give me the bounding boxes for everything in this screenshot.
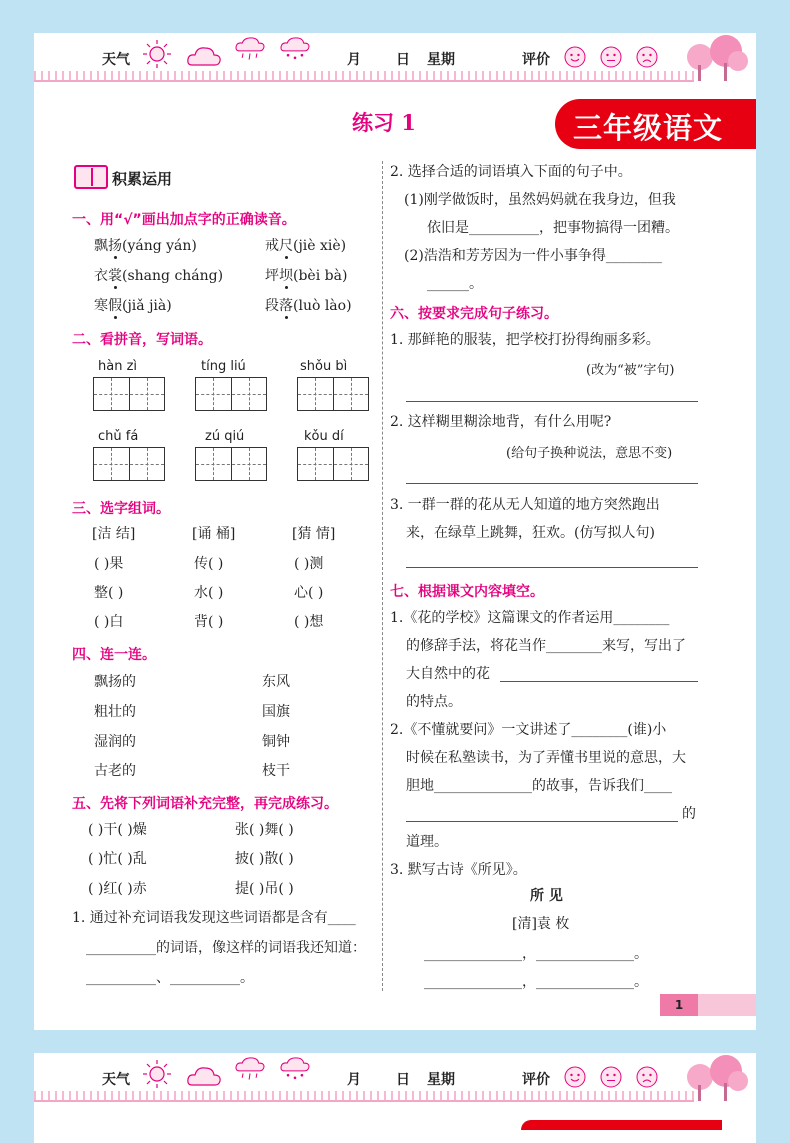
- writing-grid[interactable]: [93, 447, 165, 481]
- s7-question: 时候在私塾读书，为了弄懂书里说的意思，大: [406, 750, 686, 766]
- s1-item[interactable]: 寒假(jiǎ jià): [94, 298, 172, 314]
- rainy-icon[interactable]: [232, 37, 268, 63]
- s6-question: 1. 那鲜艳的服装，把学校打扮得绚丽多彩。: [390, 332, 660, 348]
- match-right[interactable]: 铜钟: [262, 734, 290, 750]
- emphasis-dot: [114, 256, 117, 259]
- match-right[interactable]: 东风: [262, 674, 290, 690]
- cloudy-icon[interactable]: [186, 1063, 222, 1089]
- poem-line[interactable]: ______________，______________。: [424, 974, 648, 990]
- month-label: 月: [347, 1072, 361, 1088]
- s5-question[interactable]: __________、__________。: [86, 970, 254, 986]
- emphasis-dot: [285, 286, 288, 289]
- writing-grid[interactable]: [297, 447, 369, 481]
- pinyin-label: tíng liú: [201, 359, 246, 374]
- word-blank[interactable]: ( )想: [294, 614, 324, 630]
- writing-grid[interactable]: [195, 377, 267, 411]
- s1-item[interactable]: 飘扬(yáng yán): [94, 238, 197, 254]
- snowy-icon[interactable]: [277, 1057, 313, 1083]
- page-number: 1: [660, 994, 698, 1016]
- grade-banner: [555, 99, 756, 149]
- match-left[interactable]: 湿润的: [94, 734, 136, 750]
- section-heading-accumulation: [74, 165, 184, 189]
- page-header: [34, 33, 756, 83]
- word-blank[interactable]: 水( ): [194, 585, 224, 601]
- pinyin-label: shǒu bì: [300, 359, 348, 374]
- word-blank[interactable]: ( )白: [94, 614, 124, 630]
- weather-label: 天气: [102, 1072, 130, 1088]
- s7-question: 的: [682, 806, 696, 822]
- word-blank[interactable]: ( )果: [94, 556, 124, 572]
- q2-prompt: 2. 选择合适的词语填入下面的句子中。: [390, 164, 632, 180]
- grade-banner-text: 三年级语文: [573, 111, 724, 145]
- s7-question[interactable]: 2.《不懂就要问》一文讲述了________(谁)小: [390, 722, 667, 738]
- word-blank[interactable]: 整( ): [94, 585, 124, 601]
- word-blank[interactable]: 披( )散( ): [235, 851, 294, 867]
- s7-question: 3. 默写古诗《所见》。: [390, 862, 527, 878]
- sad-face-icon[interactable]: [636, 46, 658, 68]
- q2-item[interactable]: ______。: [427, 276, 483, 292]
- day-label: 日: [396, 52, 410, 68]
- answer-line[interactable]: [406, 821, 678, 822]
- s7-question: 大自然中的花: [406, 666, 490, 682]
- q2-item[interactable]: 依旧是__________，把事物搞得一团糟。: [427, 220, 679, 236]
- pinyin-label: hàn zì: [98, 359, 138, 374]
- happy-face-icon[interactable]: [564, 1066, 586, 1088]
- sunny-icon[interactable]: [142, 39, 172, 69]
- s6-hint: (改为“被”字句): [586, 363, 675, 378]
- s7-heading: 七、根据课文内容填空。: [390, 584, 544, 600]
- answer-line[interactable]: [406, 401, 698, 402]
- match-left[interactable]: 古老的: [94, 763, 136, 779]
- match-right[interactable]: 国旗: [262, 704, 290, 720]
- month-label: 月: [347, 52, 361, 68]
- s5-question[interactable]: 1. 通过补充词语我发现这些词语都是含有____: [72, 910, 356, 926]
- pinyin-label: chǔ fá: [98, 429, 139, 444]
- s6-question: 来，在绿草上跳舞，狂欢。(仿写拟人句): [406, 525, 655, 541]
- s5-question[interactable]: __________的词语，像这样的词语我还知道：: [86, 940, 366, 956]
- word-blank[interactable]: ( )测: [294, 556, 324, 572]
- s3-heading: 三、选字组词。: [72, 501, 170, 517]
- writing-grid[interactable]: [195, 447, 267, 481]
- s7-question[interactable]: 1.《花的学校》这篇课文的作者运用________: [390, 610, 670, 626]
- week-label: 星期: [427, 52, 455, 68]
- match-left[interactable]: 粗壮的: [94, 704, 136, 720]
- emphasis-dot: [285, 256, 288, 259]
- char-group: [洁 结]: [92, 526, 136, 542]
- writing-grid[interactable]: [93, 377, 165, 411]
- s7-question[interactable]: 的修辞手法，将花当作________来写，写出了: [406, 638, 686, 654]
- pinyin-label: kǒu dí: [304, 429, 344, 444]
- s4-heading: 四、连一连。: [72, 647, 156, 663]
- match-right[interactable]: 枝干: [262, 763, 290, 779]
- writing-grid[interactable]: [297, 377, 369, 411]
- poem-title: 所 见: [530, 888, 563, 904]
- s1-item[interactable]: 衣裳(shang cháng): [94, 268, 224, 284]
- q2-item[interactable]: (2)浩浩和芳芳因为一件小事争得________: [404, 248, 662, 264]
- section-heading-text: 积累运用: [112, 170, 173, 188]
- s6-question: 2. 这样糊里糊涂地背，有什么用呢?: [390, 414, 612, 430]
- cloudy-icon[interactable]: [186, 43, 222, 69]
- s2-heading: 二、看拼音，写词语。: [72, 332, 212, 348]
- emphasis-dot: [114, 286, 117, 289]
- word-blank[interactable]: ( )干( )燥: [88, 822, 147, 838]
- neutral-face-icon[interactable]: [600, 46, 622, 68]
- sunny-icon[interactable]: [142, 1059, 172, 1089]
- s7-question: 的特点。: [406, 694, 462, 710]
- match-left[interactable]: 飘扬的: [94, 674, 136, 690]
- snowy-icon[interactable]: [277, 37, 313, 63]
- s1-item[interactable]: 坪坝(bèi bà): [265, 268, 348, 284]
- word-blank[interactable]: 心( ): [294, 585, 324, 601]
- book-icon: [74, 165, 108, 189]
- exercise-title: 练习 1: [352, 110, 416, 135]
- pinyin-label: zú qiú: [205, 429, 245, 444]
- s7-question: 道理。: [406, 834, 448, 850]
- s1-item[interactable]: 段落(luò lào): [265, 298, 352, 314]
- word-blank[interactable]: ( )忙( )乱: [88, 851, 147, 867]
- poem-author: [清]袁 枚: [512, 916, 570, 932]
- column-divider: [382, 161, 383, 991]
- word-blank[interactable]: 传( ): [194, 556, 224, 572]
- sad-face-icon[interactable]: [636, 1066, 658, 1088]
- char-group: [猜 情]: [292, 526, 336, 542]
- worksheet-page: [34, 33, 756, 1030]
- word-blank[interactable]: 张( )舞( ): [235, 822, 294, 838]
- rating-label: 评价: [522, 1072, 550, 1088]
- s1-item[interactable]: 戒尺(jiè xiè): [265, 238, 347, 254]
- header-rule: [34, 80, 694, 82]
- rating-label: 评价: [522, 52, 550, 68]
- word-blank[interactable]: 背( ): [194, 614, 224, 630]
- s6-heading: 六、按要求完成句子练习。: [390, 306, 558, 322]
- neutral-face-icon[interactable]: [600, 1066, 622, 1088]
- s6-question: 3. 一群一群的花从无人知道的地方突然跑出: [390, 497, 660, 513]
- s7-question[interactable]: 胆地______________的故事，告诉我们____: [406, 778, 672, 794]
- poem-line[interactable]: ______________，______________。: [424, 946, 648, 962]
- weather-label: 天气: [102, 52, 130, 68]
- s5-heading: 五、先将下列词语补充完整，再完成练习。: [72, 796, 338, 812]
- emphasis-dot: [285, 316, 288, 319]
- answer-line[interactable]: [406, 483, 698, 484]
- happy-face-icon[interactable]: [564, 46, 586, 68]
- q2-item: (1)刚学做饭时，虽然妈妈就在我身边，但我: [404, 192, 676, 208]
- rainy-icon[interactable]: [232, 1057, 268, 1083]
- word-blank[interactable]: ( )红( )赤: [88, 881, 147, 897]
- grade-banner-partial: [521, 1120, 722, 1130]
- page-header: [34, 1053, 756, 1103]
- header-rule: [34, 1100, 694, 1102]
- week-label: 星期: [427, 1072, 455, 1088]
- answer-line[interactable]: [406, 567, 698, 568]
- s1-heading: 一、用“√”画出加点字的正确读音。: [72, 212, 296, 228]
- answer-line[interactable]: [500, 681, 698, 682]
- char-group: [诵 桶]: [192, 526, 236, 542]
- word-blank[interactable]: 提( )吊( ): [235, 881, 294, 897]
- s6-hint: (给句子换种说法，意思不变): [506, 446, 673, 461]
- emphasis-dot: [114, 316, 117, 319]
- day-label: 日: [396, 1072, 410, 1088]
- page-number-tab: [660, 994, 756, 1016]
